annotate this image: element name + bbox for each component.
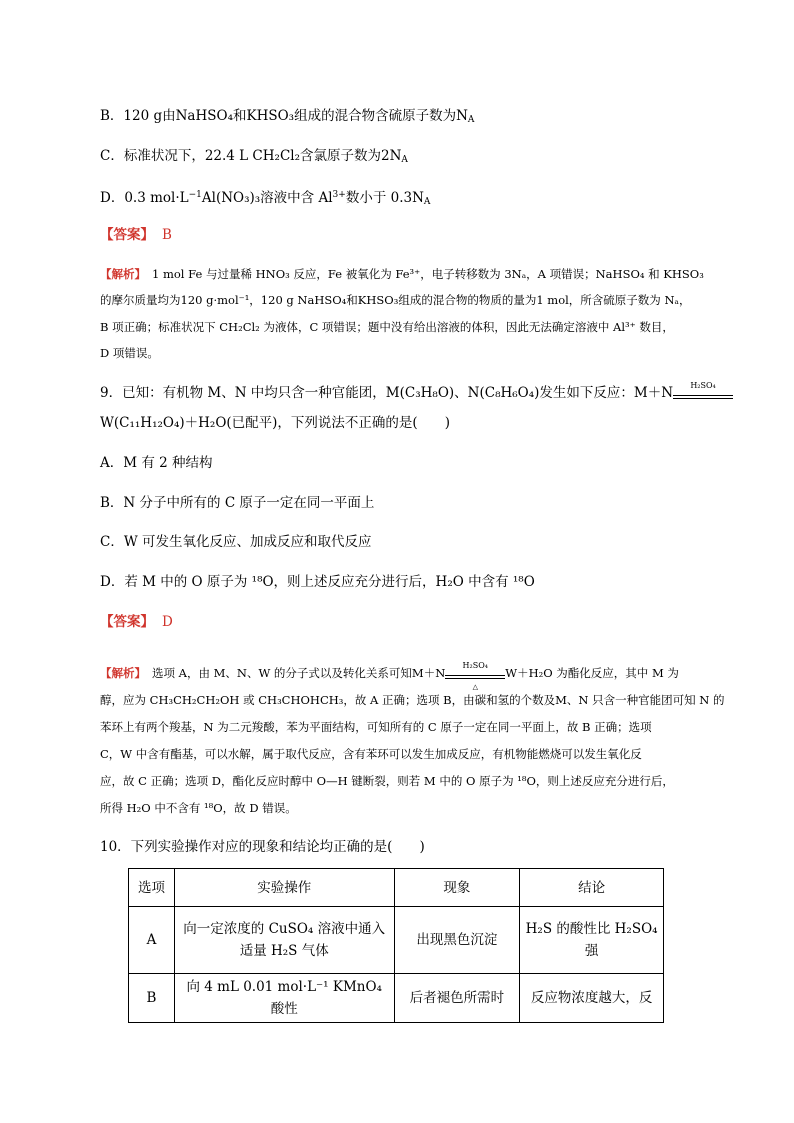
answer-value: B (162, 227, 172, 243)
answer-value: D (162, 614, 173, 630)
q8-option-b: B．120 g由NaHSO₄和KHSO₃组成的混合物含硫原子数为$N_A$ (100, 108, 475, 125)
table-header-row (129, 869, 664, 907)
solution-label: 【解析】 (100, 267, 146, 281)
q8-solution-line-4: D 项错误。 (100, 346, 159, 360)
q9-solution-line-2: 醇，应为 CH₃CH₂CH₂OH 或 CH₃CHOHCH₃，故 A 正确；选项 B，由碳和氢的个数及M、N 只含一种官能团可知 N 的 (100, 693, 725, 707)
solution-label: 【解析】 (100, 666, 146, 680)
q9-option-c: C．W 可发生氧化反应、加成反应和取代反应 (100, 534, 372, 550)
q9-solution-line-5: 应，故 C 正确；选项 D，酯化反应时醇中 O—H 键断裂，则若 M 中的 O 原子为 ¹⁸O，则上述反应充分进行后， (100, 774, 674, 788)
table-cell: 向 4 mL 0.01 mol·L⁻¹ KMnO₄ 酸性 (174, 974, 394, 1023)
table-row (129, 974, 664, 1023)
q9-solution-line-6: 所得 H₂O 中不含有 ¹⁸O，故 D 错误。 (100, 801, 297, 815)
esterification-arrow: H₂SO₄ △ (445, 667, 505, 681)
q9-answer (100, 613, 173, 631)
q9-solution-line-1: 【解析】 选项 A，由 M、N、W 的分子式以及转化关系可知M＋N H₂SO₄ △ W＋H₂O 为酯化反应，其中 M 为 (100, 661, 679, 691)
q8-solution-line-2: 的摩尔质量均为120 g·mol⁻¹，120 g NaHSO₄和KHSO₃组成的混合物的物质的量为1 mol，所含硫原子数为 Nₐ， (100, 293, 691, 307)
q8-solution-line-1: 【解析】 1 mol Fe 与过量稀 HNO₃ 反应，Fe 被氧化为 Fe³⁺，电子转移数为 3Nₐ，A 项错误；NaHSO₄ 和 KHSO₃ (100, 267, 704, 281)
table-cell: 反应物浓度越大，反 (520, 974, 664, 1023)
table-header: 选项 (129, 869, 175, 907)
q9-stem-line-1: 9．已知：有机物 M、N 中均只含一种官能团，M(C₃H₈O)、N(C₈H₆O₄)发生如下反应：M＋N H₂SO₄ (100, 384, 733, 402)
reaction-arrow: H₂SO₄ (673, 387, 733, 401)
q9-option-b: B．N 分子中所有的 C 原子一定在同一平面上 (100, 495, 375, 511)
table-header: 实验操作 (174, 869, 394, 907)
table-header: 结论 (520, 869, 664, 907)
q9-option-a: A．M 有 2 种结构 (100, 455, 213, 471)
q9-solution-line-4: C，W 中含有酯基，可以水解，属于取代反应，含有苯环可以发生加成反应，有机物能燃烧可以发生氧化反 (100, 747, 642, 761)
table-cell: H₂S 的酸性比 H₂SO₄ 强 (520, 907, 664, 974)
table-cell: 出现黑色沉淀 (394, 907, 520, 974)
table-header: 现象 (394, 869, 520, 907)
q8-solution-line-3: B 项正确；标准状况下 CH₂Cl₂ 为液体，C 项错误；题中没有给出溶液的体积，因此无法确定溶液中 Al³⁺ 数目， (100, 320, 674, 334)
table-row (129, 907, 664, 974)
experiment-table (128, 868, 664, 1023)
table-cell: A (129, 907, 175, 974)
table-cell: 后者褪色所需时 (394, 974, 520, 1023)
q8-option-c: C．标准状况下，22.4 L CH₂Cl₂含氯原子数为$2N_A$ (100, 148, 408, 165)
q9-solution-line-3: 苯环上有两个羧基，N 为二元羧酸，苯为平面结构，可知所有的 C 原子一定在同一平面上，故 B 正确；选项 (100, 720, 652, 734)
table-cell: 向一定浓度的 CuSO₄ 溶液中通入 适量 H₂S 气体 (174, 907, 394, 974)
q9-option-d: D．若 M 中的 O 原子为 ¹⁸O，则上述反应充分进行后，H₂O 中含有 ¹⁸O (100, 574, 535, 590)
answer-label: 【答案】 (100, 614, 154, 630)
answer-label: 【答案】 (100, 227, 154, 243)
table-cell: B (129, 974, 175, 1023)
q8-answer (100, 226, 172, 244)
q9-stem-line-2: W(C₁₁H₁₂O₄)＋H₂O(已配平)，下列说法不正确的是( ) (100, 415, 450, 431)
q8-option-d: D．0.3 $mol\cdot L^{-1}Al(NO_3)_3$溶液中含 $Al^{3+}$数小于 $0.3N_A$ (100, 190, 431, 207)
q10-stem: 10．下列实验操作对应的现象和结论均正确的是( ) (100, 839, 425, 855)
